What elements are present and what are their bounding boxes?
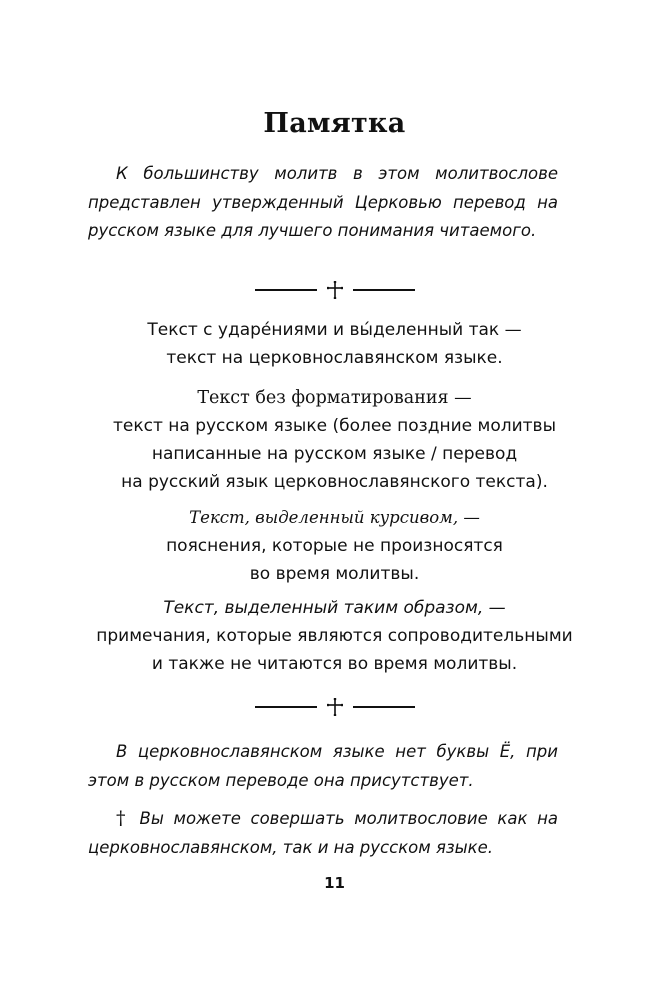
legend-notes-line3: и также не читаются во время молитвы. [151, 654, 518, 674]
divider-line-left [255, 289, 317, 290]
legend-italic-line3: во время молитвы. [249, 564, 420, 584]
legend-italic-lead: Текст, выделенный курсивом, — [189, 508, 480, 527]
legend-cs-line2: текст на церковнославянском языке. [166, 348, 503, 368]
note-letter-yo: В церковнославянском языке нет буквы Ё, при этом в русском переводе она присутствует. [88, 742, 558, 790]
intro-paragraph: К большинству молитв в этом молитвослове представлен утвержденный Церковью перевод на русском языке для лучшего понимания читаемого. [88, 164, 558, 240]
legend-cs-line1: Текст с ударе́ниями и вы́деленный так — [147, 320, 522, 340]
page-number: 11 [324, 874, 345, 892]
cross-ornament-icon [327, 698, 343, 716]
legend-ru-line2: текст на русском языке (более поздние молитвы [112, 416, 556, 436]
cross-ornament-icon [327, 281, 343, 299]
dagger-icon: † [116, 807, 130, 829]
legend-notes [0, 594, 669, 678]
legend-ru-lead: Текст без форматирования — [197, 388, 472, 408]
legend-ru-line3: написанные на русском языке / перевод [151, 444, 518, 464]
legend-notes-line2: примечания, которые являются сопроводительными [96, 626, 573, 646]
page-title: Памятка [263, 108, 406, 139]
divider-line-left [255, 706, 317, 707]
ornament-divider-bottom [0, 697, 669, 717]
note-language-choice-text: Вы можете совершать молитвословие как на церковнославянском, так и на русском языке. [88, 809, 558, 857]
legend-ru-line4: на русский язык церковнославянского текста). [121, 472, 548, 492]
note-language-choice [88, 804, 558, 862]
legend-church-slavonic [0, 316, 669, 372]
legend-notes-lead: Текст, выделенный таким образом, — [163, 598, 506, 618]
divider-line-right [353, 706, 415, 707]
legend-russian [0, 384, 669, 496]
legend-italic [0, 504, 669, 588]
legend-italic-line2: пояснения, которые не произносятся [166, 536, 503, 556]
divider-line-right [353, 289, 415, 290]
ornament-divider-top [0, 280, 669, 300]
